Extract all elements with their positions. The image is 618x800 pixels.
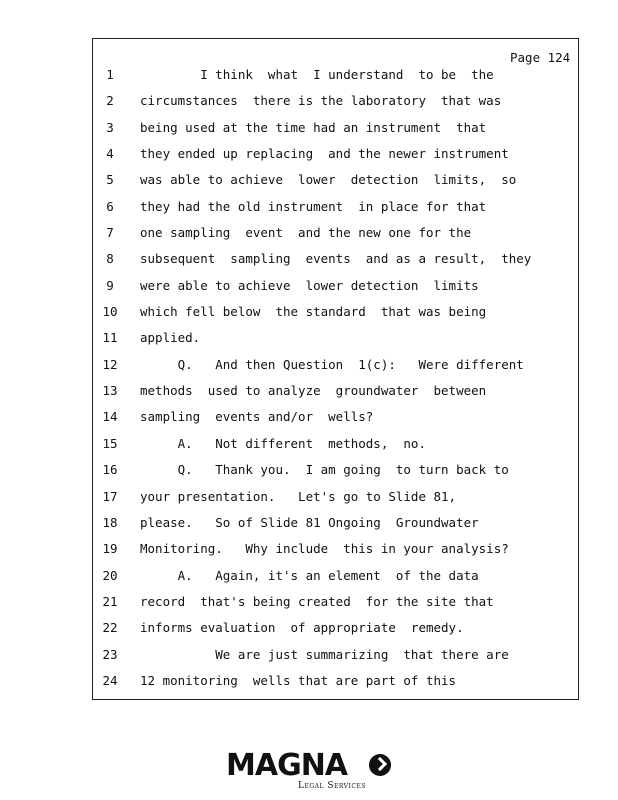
transcript-line: [0, 225, 618, 251]
line-number: 16: [102, 462, 118, 478]
line-text: please. So of Slide 81 Ongoing Groundwater: [140, 514, 479, 530]
line-number: 6: [106, 198, 114, 214]
transcript-line: [0, 93, 618, 119]
line-number: 7: [106, 225, 114, 241]
line-number: 23: [102, 646, 118, 662]
line-number: 9: [106, 277, 114, 293]
line-number: 2: [106, 93, 114, 109]
transcript-line: [0, 462, 618, 488]
line-number: 13: [102, 383, 118, 399]
line-number: 12: [102, 356, 118, 372]
chevron-right-icon: [369, 754, 391, 776]
transcript-line: [0, 647, 618, 673]
line-text: Q. And then Question 1(c): Were different: [140, 356, 524, 372]
transcript-line: [0, 251, 618, 277]
line-text: Q. Thank you. I am going to turn back to: [140, 462, 509, 478]
line-text: circumstances there is the laboratory that was: [140, 93, 502, 109]
line-number: 15: [102, 435, 118, 451]
transcript-line: [0, 120, 618, 146]
line-number: 8: [106, 251, 114, 267]
transcript-line: [0, 278, 618, 304]
line-text: were able to achieve lower detection limits: [140, 277, 479, 293]
magna-logo: [226, 748, 396, 794]
line-text: applied.: [140, 330, 201, 346]
logo-subtitle: Legal Services: [298, 781, 366, 791]
line-number: 14: [102, 409, 118, 425]
line-text: informs evaluation of appropriate remedy.: [140, 620, 464, 636]
line-number: 5: [106, 172, 114, 188]
transcript-line: [0, 383, 618, 409]
logo-wordmark: MAGNA: [226, 748, 348, 783]
line-number: 20: [102, 567, 118, 583]
transcript-line: [0, 594, 618, 620]
transcript-line: [0, 199, 618, 225]
transcript-line: [0, 304, 618, 330]
line-number: 22: [102, 620, 118, 636]
transcript-line: [0, 409, 618, 435]
line-number: 3: [106, 119, 114, 135]
line-number: 1: [106, 67, 114, 82]
line-text: they ended up replacing and the newer instrument: [140, 146, 509, 162]
line-text: We are just summarizing that there are: [140, 646, 509, 662]
line-number: 24: [102, 672, 118, 688]
transcript-line: [0, 330, 618, 356]
line-number: 21: [102, 593, 118, 609]
transcript-line: [0, 146, 618, 172]
transcript-line: [0, 67, 618, 93]
line-number: 4: [106, 146, 114, 162]
line-number: 11: [102, 330, 118, 346]
line-number: 18: [102, 514, 118, 530]
line-text: Monitoring. Why include this in your analysis?: [140, 541, 509, 557]
line-text: A. Again, it's an element of the data: [140, 567, 479, 583]
line-number: 17: [102, 488, 118, 504]
transcript-line: [0, 515, 618, 541]
line-text: they had the old instrument in place for that: [140, 198, 487, 214]
transcript-lines: [0, 67, 618, 699]
transcript-line: [0, 541, 618, 567]
line-text: sampling events and/or wells?: [140, 409, 374, 425]
line-text: being used at the time had an instrument that: [140, 119, 487, 135]
transcript-line: [0, 673, 618, 699]
line-text: one sampling event and the new one for the: [140, 225, 472, 241]
line-text: methods used to analyze groundwater between: [140, 383, 487, 399]
line-text: 12 monitoring wells that are part of this: [140, 672, 457, 688]
page-number: Page 124: [510, 50, 571, 65]
line-text: A. Not different methods, no.: [140, 435, 426, 451]
line-text: your presentation. Let's go to Slide 81,: [140, 488, 457, 504]
transcript-line: [0, 568, 618, 594]
transcript-line: [0, 357, 618, 383]
line-text: was able to achieve lower detection limits, so: [140, 172, 517, 188]
line-text: which fell below the standard that was being: [140, 304, 487, 320]
line-text: record that's being created for the site that: [140, 593, 494, 609]
line-text: subsequent sampling events and as a result, they: [140, 251, 532, 267]
transcript-line: [0, 620, 618, 646]
line-number: 19: [102, 541, 118, 557]
transcript-line: [0, 436, 618, 462]
transcript-line: [0, 172, 618, 198]
line-number: 10: [102, 304, 118, 320]
transcript-line: [0, 489, 618, 515]
line-text: I think what I understand to be the: [140, 67, 494, 82]
